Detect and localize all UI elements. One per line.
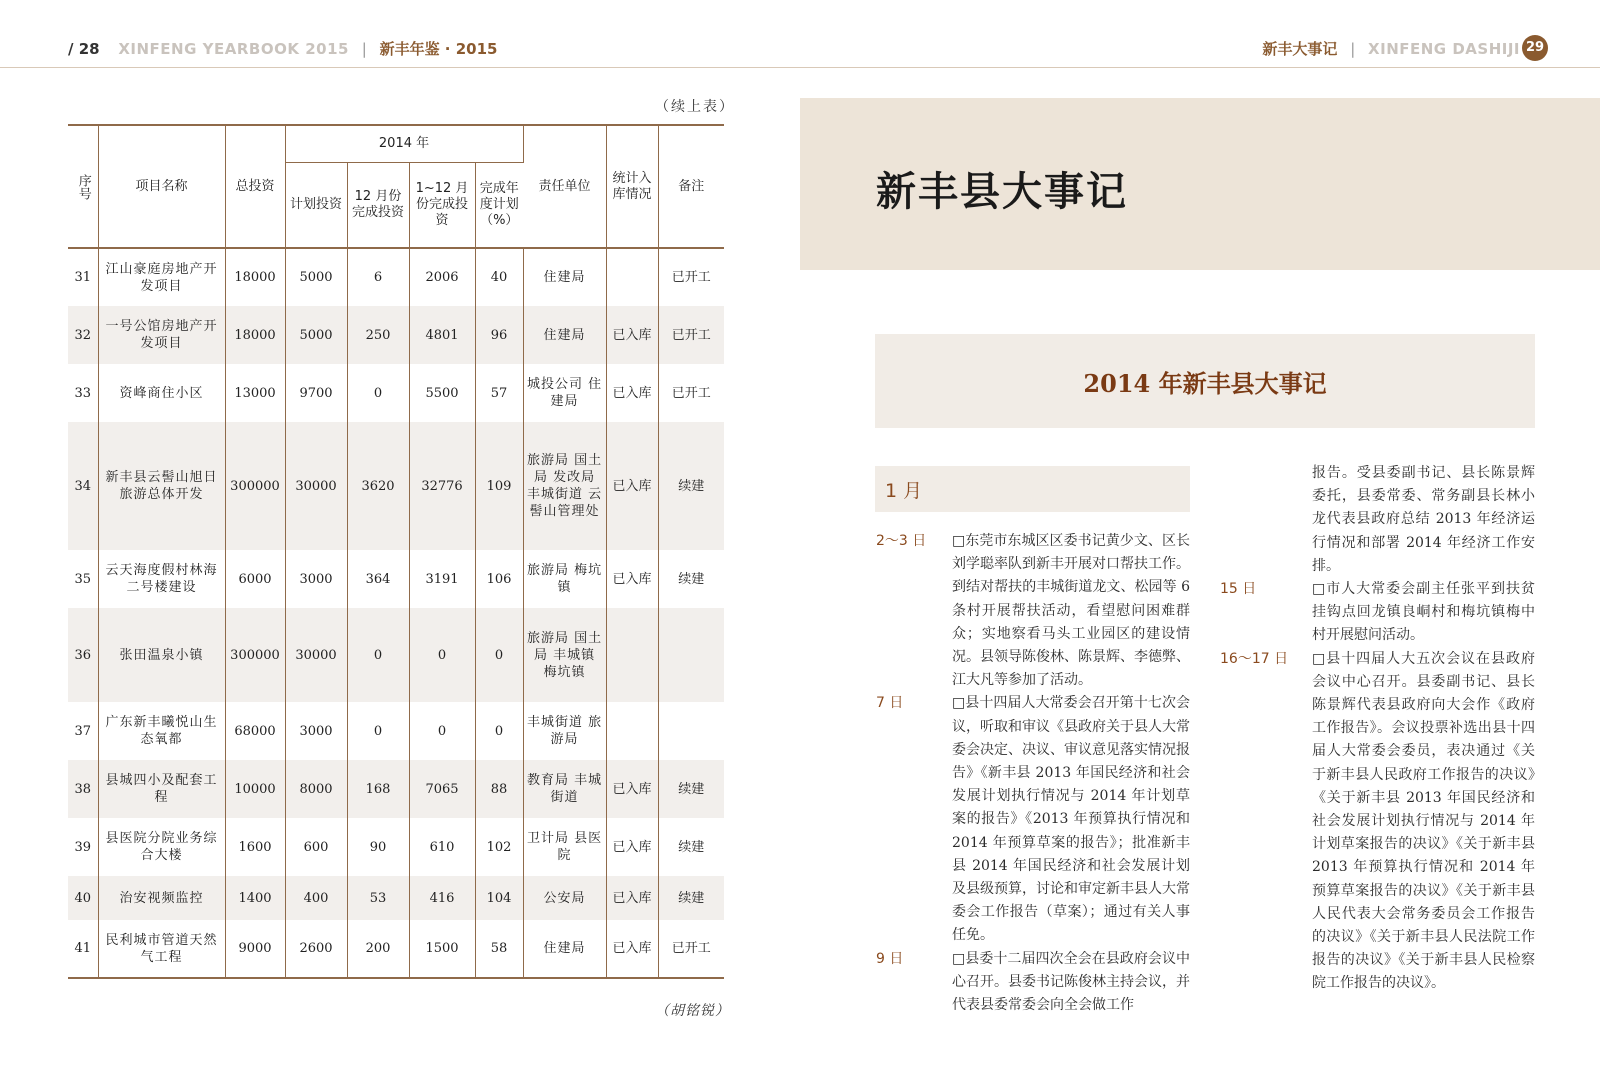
cell-unit: 住建局 — [523, 920, 606, 978]
cell-name: 一号公馆房地产开发项目 — [98, 306, 225, 364]
cell-seq: 37 — [68, 702, 98, 760]
cell-ytd: 610 — [409, 818, 475, 876]
left-page-number: / 28 — [68, 40, 100, 58]
cell-total: 13000 — [225, 364, 285, 422]
cell-unit: 城投公司 住建局 — [523, 364, 606, 422]
cell-name: 民利城市管道天然气工程 — [98, 920, 225, 978]
page-title: 新丰县大事记 — [876, 168, 1128, 215]
right-page-number: 29 — [1522, 35, 1548, 61]
cell-total: 10000 — [225, 760, 285, 818]
col-header-total: 总投资 — [225, 125, 285, 248]
table-credit: （胡铭锐） — [655, 1003, 730, 1019]
cell-name: 县医院分院业务综合大楼 — [98, 818, 225, 876]
subtitle-band — [875, 334, 1535, 428]
table-row — [68, 818, 724, 876]
cell-stat: 已入库 — [606, 364, 658, 422]
cell-name: 新丰县云髻山旭日旅游总体开发 — [98, 422, 225, 550]
cell-total: 18000 — [225, 248, 285, 306]
cell-stat — [606, 248, 658, 306]
section-title: 2014 年新丰县大事记 — [1083, 369, 1327, 398]
cell-seq: 32 — [68, 306, 98, 364]
investment-table — [68, 124, 724, 979]
events-column-2 — [1220, 462, 1535, 996]
col-header-remark: 备注 — [658, 125, 724, 248]
cell-dec: 53 — [347, 876, 409, 920]
cell-seq: 33 — [68, 364, 98, 422]
cell-ytd: 32776 — [409, 422, 475, 550]
cell-stat: 已入库 — [606, 920, 658, 978]
cell-dec: 200 — [347, 920, 409, 978]
event-text: □东莞市东城区区委书记黄少文、区长刘学聪率队到新丰开展对口帮扶工作。到结对帮扶的丰城街道龙文、松园等 6 条村开展帮扶活动，看望慰问困难群众；实地察看马头工业园区的建设情况。县领导陈俊林、陈景辉、李德弊、江大凡等参加了活动。 — [952, 533, 1190, 689]
cell-total: 9000 — [225, 920, 285, 978]
cell-dec: 6 — [347, 248, 409, 306]
cell-seq: 39 — [68, 818, 98, 876]
cell-remark: 续建 — [658, 876, 724, 920]
cell-plan: 9700 — [285, 364, 347, 422]
cell-name: 治安视频监控 — [98, 876, 225, 920]
cell-unit: 公安局 — [523, 876, 606, 920]
cell-stat — [606, 608, 658, 702]
cell-unit: 卫计局 县医院 — [523, 818, 606, 876]
event-text: □县十四届人大常委会召开第十七次会议，听取和审议《县政府关于县人大常委会决定、决议、审议意见落实情况报告》《新丰县 2013 年国民经济和社会发展计划执行情况与 2014 年计划草案的报告》《2013 年预算执行情况和 2014 年预算草案的报告》；批准新丰县 2014 年国民经济和社会发展计划及县级预算，讨论和审定新丰县人大常委会工作报告（草案）；通过有关人事任免。 — [952, 695, 1190, 944]
cell-remark: 已开工 — [671, 270, 711, 285]
cell-remark — [658, 608, 724, 702]
table-row — [68, 608, 724, 702]
cell-stat — [606, 702, 658, 760]
cell-seq: 31 — [68, 248, 98, 306]
cell-unit: 住建局 — [523, 248, 606, 306]
cell-plan: 30000 — [285, 608, 347, 702]
event-entry — [876, 692, 1190, 947]
month-heading — [875, 466, 1190, 512]
table-row — [68, 364, 724, 422]
cell-unit: 丰城街道 旅游局 — [523, 702, 606, 760]
col-header-dec: 12 月份完成投资 — [347, 162, 409, 248]
cell-dec: 168 — [347, 760, 409, 818]
cell-pct: 58 — [475, 920, 523, 978]
continued-note: （续上表） — [655, 99, 735, 115]
col-header-unit: 责任单位 — [523, 125, 606, 248]
cell-plan: 3000 — [285, 702, 347, 760]
events-column-1 — [876, 530, 1190, 1017]
cell-plan: 600 — [285, 818, 347, 876]
cell-remark: 续建 — [658, 422, 724, 550]
cell-stat: 已入库 — [606, 876, 658, 920]
right-header-en: XINFENG DASHIJI — [1368, 40, 1520, 58]
col-header-name: 项目名称 — [98, 125, 225, 248]
col-header-ytd: 1~12 月份完成投资 — [409, 162, 475, 248]
cell-ytd: 5500 — [409, 364, 475, 422]
cell-ytd: 7065 — [409, 760, 475, 818]
cell-dec: 0 — [347, 364, 409, 422]
cell-pct: 106 — [475, 550, 523, 608]
page-header — [0, 0, 1600, 68]
cell-stat: 已入库 — [606, 818, 658, 876]
cell-name: 广东新丰曦悦山生态氧都 — [98, 702, 225, 760]
cell-seq: 35 — [68, 550, 98, 608]
cell-ytd: 2006 — [409, 248, 475, 306]
table-row — [68, 550, 724, 608]
event-text: □县十四届人大五次会议在县政府会议中心召开。县委副书记、县长陈景辉代表县政府向大会作《政府工作报告》。会议投票补选出县十四届人大常委会委员，表决通过《关于新丰县人民政府工作报告的决议》《关于新丰县 2013 年国民经济和社会发展计划执行情况与 2014 年计划草案报告的决议》《关于新丰县 2013 年预算执行情况和 2014 年预算草案报告的决议》《关于新丰县人民代表大会常务委员会工作报告的决议》《关于新丰县人民法院工作报告的决议》《关于新丰县人民检察院工作报告的决议》。 — [1312, 650, 1535, 992]
continued-event-text: 报告。受县委副书记、县长陈景辉委托，县委常委、常务副县长林小龙代表县政府总结 2013 年经济运行情况和部署 2014 年经济工作安排。 — [1312, 465, 1535, 574]
cell-name: 江山豪庭房地产开发项目 — [98, 248, 225, 306]
cell-dec: 3620 — [347, 422, 409, 550]
cell-name: 张田温泉小镇 — [98, 608, 225, 702]
event-text: □市人大常委会副主任张平到扶贫挂钩点回龙镇良峒村和梅坑镇梅中村开展慰问活动。 — [1312, 581, 1535, 644]
left-header-en: XINFENG YEARBOOK 2015 — [118, 40, 349, 58]
cell-dec: 90 — [347, 818, 409, 876]
cell-remark: 续建 — [678, 839, 705, 855]
cell-seq: 41 — [68, 920, 98, 978]
cell-total: 300000 — [225, 608, 285, 702]
header-divider — [0, 67, 1600, 68]
event-entry — [1220, 648, 1535, 996]
col-header-year: 2014 年 — [285, 125, 523, 162]
cell-total: 1400 — [225, 876, 285, 920]
cell-ytd: 0 — [409, 702, 475, 760]
col-header-pct: 完成年度计划（%） — [475, 162, 523, 248]
cell-plan: 400 — [285, 876, 347, 920]
cell-plan: 5000 — [285, 248, 347, 306]
cell-pct: 0 — [475, 702, 523, 760]
event-date: 9 日 — [876, 950, 904, 967]
cell-remark — [658, 702, 724, 760]
header-separator: | — [1350, 40, 1356, 58]
cell-total: 18000 — [225, 306, 285, 364]
cell-dec: 0 — [347, 608, 409, 702]
table-row — [68, 702, 724, 760]
header-separator: | — [361, 40, 367, 58]
event-date: 7 日 — [876, 695, 904, 712]
cell-ytd: 3191 — [409, 550, 475, 608]
table-row — [68, 422, 724, 550]
cell-total: 6000 — [225, 550, 285, 608]
cell-total: 300000 — [225, 422, 285, 550]
cell-ytd: 1500 — [409, 920, 475, 978]
cell-pct: 57 — [475, 364, 523, 422]
right-header-cn: 新丰大事记 — [1262, 40, 1338, 58]
event-date: 2～3 日 — [876, 533, 927, 549]
cell-total: 68000 — [225, 702, 285, 760]
cell-dec: 250 — [347, 306, 409, 364]
cell-name: 资峰商住小区 — [98, 364, 225, 422]
cell-plan: 2600 — [285, 920, 347, 978]
cell-plan: 30000 — [285, 422, 347, 550]
col-header-plan: 计划投资 — [285, 162, 347, 248]
cell-plan: 5000 — [285, 306, 347, 364]
cell-pct: 109 — [475, 422, 523, 550]
cell-name: 县城四小及配套工程 — [98, 760, 225, 818]
cell-seq: 38 — [68, 760, 98, 818]
event-date: 16～17 日 — [1220, 650, 1289, 667]
cell-unit: 教育局 丰城街道 — [523, 760, 606, 818]
cell-name: 云天海度假村林海二号楼建设 — [98, 550, 225, 608]
cell-pct: 104 — [475, 876, 523, 920]
cell-seq: 34 — [68, 422, 98, 550]
cell-remark: 已开工 — [658, 306, 724, 364]
cell-ytd: 4801 — [409, 306, 475, 364]
cell-total: 1600 — [225, 818, 285, 876]
cell-pct: 0 — [475, 608, 523, 702]
col-header-stat: 统计入库情况 — [606, 125, 658, 248]
event-entry — [876, 530, 1190, 692]
cell-remark: 续建 — [658, 760, 724, 818]
right-header — [1262, 38, 1520, 59]
cell-stat: 已入库 — [606, 760, 658, 818]
cell-seq: 40 — [68, 876, 98, 920]
cell-unit: 旅游局 国土局 发改局 丰城街道 云髻山管理处 — [523, 422, 606, 550]
event-date: 15 日 — [1220, 581, 1257, 598]
cell-remark: 已开工 — [658, 920, 724, 978]
cell-seq: 36 — [68, 608, 98, 702]
table-row — [68, 920, 724, 978]
cell-stat: 已入库 — [606, 422, 658, 550]
left-header — [68, 38, 497, 59]
table-row — [68, 760, 724, 818]
cell-pct: 102 — [475, 818, 523, 876]
cell-pct: 40 — [475, 248, 523, 306]
title-band — [800, 98, 1600, 270]
cell-ytd: 416 — [409, 876, 475, 920]
cell-unit: 旅游局 国土局 丰城镇 梅坑镇 — [523, 608, 606, 702]
month-label: 1 月 — [885, 480, 923, 502]
cell-dec: 364 — [347, 550, 409, 608]
cell-dec: 0 — [347, 702, 409, 760]
cell-plan: 3000 — [285, 550, 347, 608]
cell-remark: 已开工 — [671, 385, 711, 401]
cell-stat: 已入库 — [606, 550, 658, 608]
table-row — [68, 248, 724, 306]
cell-remark: 续建 — [678, 571, 705, 587]
cell-unit: 住建局 — [523, 306, 606, 364]
cell-pct: 96 — [475, 306, 523, 364]
event-entry — [1220, 578, 1535, 648]
event-text: □县委十二届四次全会在县政府会议中心召开。县委书记陈俊林主持会议，并代表县委常委会向全会做工作 — [952, 950, 1190, 1014]
table-row — [68, 876, 724, 920]
cell-stat: 已入库 — [606, 306, 658, 364]
cell-ytd: 0 — [409, 608, 475, 702]
left-header-cn: 新丰年鉴 · 2015 — [379, 40, 498, 58]
col-header-seq: 序号 — [68, 125, 98, 248]
table-row — [68, 306, 724, 364]
cell-unit: 旅游局 梅坑镇 — [523, 550, 606, 608]
cell-plan: 8000 — [285, 760, 347, 818]
event-entry — [876, 948, 1190, 1018]
cell-pct: 88 — [475, 760, 523, 818]
